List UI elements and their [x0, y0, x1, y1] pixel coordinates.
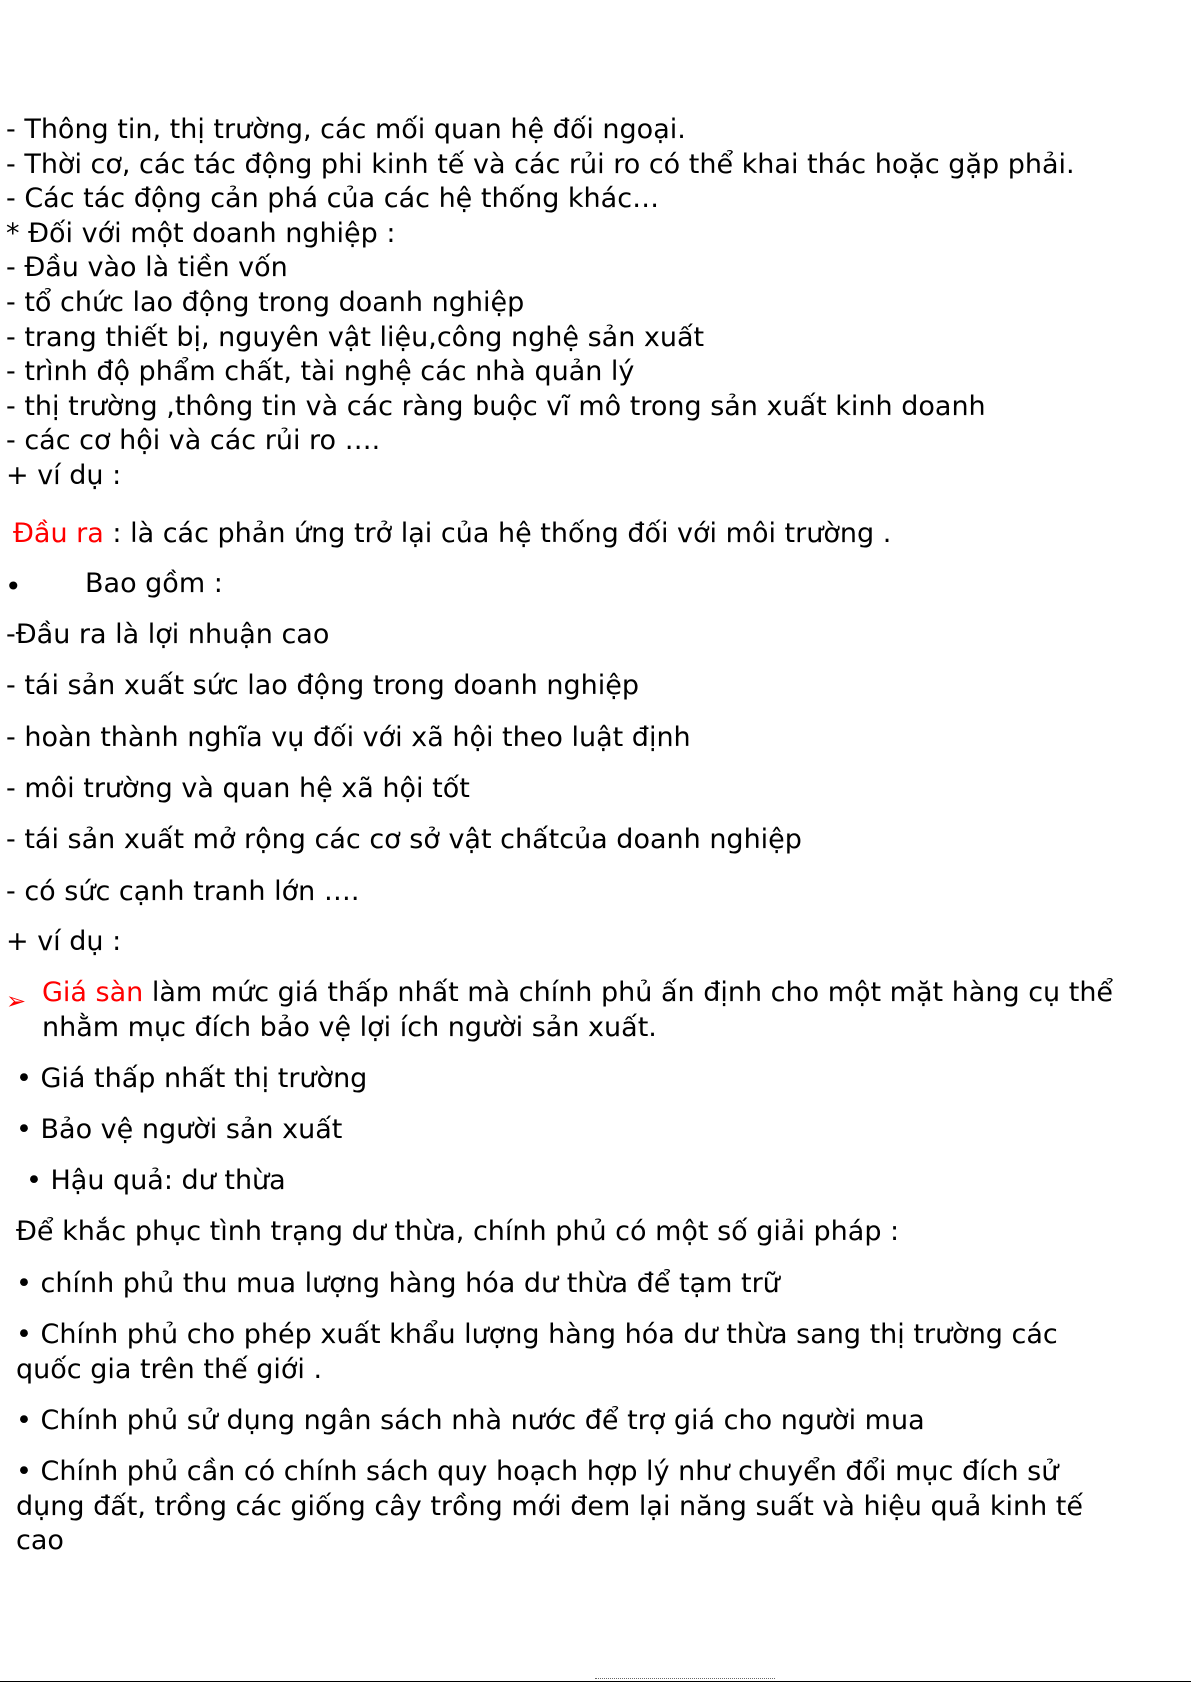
solution-item-4: • Chính phủ cần có chính sách quy hoạch hợp lý như chuyển đổi mục đích sử — [16, 1456, 1059, 1487]
solution-item-2-cont: quốc gia trên thế giới . — [16, 1354, 323, 1385]
price-floor-point-3: • Hậu quả: dư thừa — [26, 1165, 286, 1196]
output-line-6: - có sức cạnh tranh lớn …. — [6, 876, 360, 907]
output-line-4: - môi trường và quan hệ xã hội tốt — [6, 773, 470, 804]
solution-item-3: • Chính phủ sử dụng ngân sách nhà nước để trợ giá cho người mua — [16, 1405, 925, 1436]
output-term: Đầu ra — [13, 518, 104, 549]
input-heading-enterprise: * Đối với một doanh nghiệp : — [6, 218, 396, 249]
input-line-3: - Các tác động cản phá của các hệ thống khác… — [6, 183, 660, 214]
price-floor-definition — [42, 976, 1113, 1010]
output-line-3: - hoàn thành nghĩa vụ đối với xã hội theo luật định — [6, 722, 691, 753]
input-line-9: - thị trường ,thông tin và các ràng buộc vĩ mô trong sản xuất kinh doanh — [6, 391, 986, 422]
input-example-label: + ví dụ : — [6, 460, 122, 491]
arrow-bullet-icon: ➢ — [6, 987, 27, 1015]
input-line-10: - các cơ hội và các rủi ro …. — [6, 425, 381, 456]
input-line-5: - Đầu vào là tiền vốn — [6, 252, 288, 283]
solution-item-1: • chính phủ thu mua lượng hàng hóa dư thừa để tạm trữ — [16, 1268, 780, 1299]
solution-item-4-cont-1: dụng đất, trồng các giống cây trồng mới đem lại năng suất và hiệu quả kinh tế — [16, 1491, 1083, 1522]
input-line-6: - tổ chức lao động trong doanh nghiệp — [6, 287, 525, 318]
price-floor-text-2: nhằm mục đích bảo vệ lợi ích người sản xuất. — [42, 1012, 657, 1043]
price-floor-point-1: • Giá thấp nhất thị trường — [16, 1063, 368, 1094]
footer-rule — [0, 1681, 1191, 1682]
solution-item-4-cont-2: cao — [16, 1525, 64, 1556]
price-floor-text-1: làm mức giá thấp nhất mà chính phủ ấn định cho một mặt hàng cụ thể — [143, 977, 1114, 1008]
output-line-1: -Đầu ra là lợi nhuận cao — [6, 619, 330, 650]
input-line-7: - trang thiết bị, nguyên vật liệu,công nghệ sản xuất — [6, 322, 705, 353]
bullet-icon: • — [5, 570, 22, 603]
input-line-2: - Thời cơ, các tác động phi kinh tế và các rủi ro có thể khai thác hoặc gặp phải. — [6, 149, 1075, 180]
output-definition — [13, 517, 891, 551]
input-line-8: - trình độ phẩm chất, tài nghệ các nhà quản lý — [6, 356, 635, 387]
output-definition-text: : là các phản ứng trở lại của hệ thống đối với môi trường . — [103, 518, 892, 549]
output-includes-label: Bao gồm : — [85, 568, 223, 599]
output-line-2: - tái sản xuất sức lao động trong doanh nghiệp — [6, 670, 639, 701]
input-line-1: - Thông tin, thị trường, các mối quan hệ đối ngoại. — [6, 114, 686, 145]
output-example-label: + ví dụ : — [6, 926, 122, 957]
output-line-5: - tái sản xuất mở rộng các cơ sở vật chấtcủa doanh nghiệp — [6, 824, 802, 855]
solutions-intro: Để khắc phục tình trạng dư thừa, chính phủ có một số giải pháp : — [16, 1216, 900, 1247]
solution-item-2: • Chính phủ cho phép xuất khẩu lượng hàng hóa dư thừa sang thị trường các — [16, 1319, 1058, 1350]
price-floor-term: Giá sàn — [42, 977, 144, 1008]
price-floor-point-2: • Bảo vệ người sản xuất — [16, 1114, 343, 1145]
